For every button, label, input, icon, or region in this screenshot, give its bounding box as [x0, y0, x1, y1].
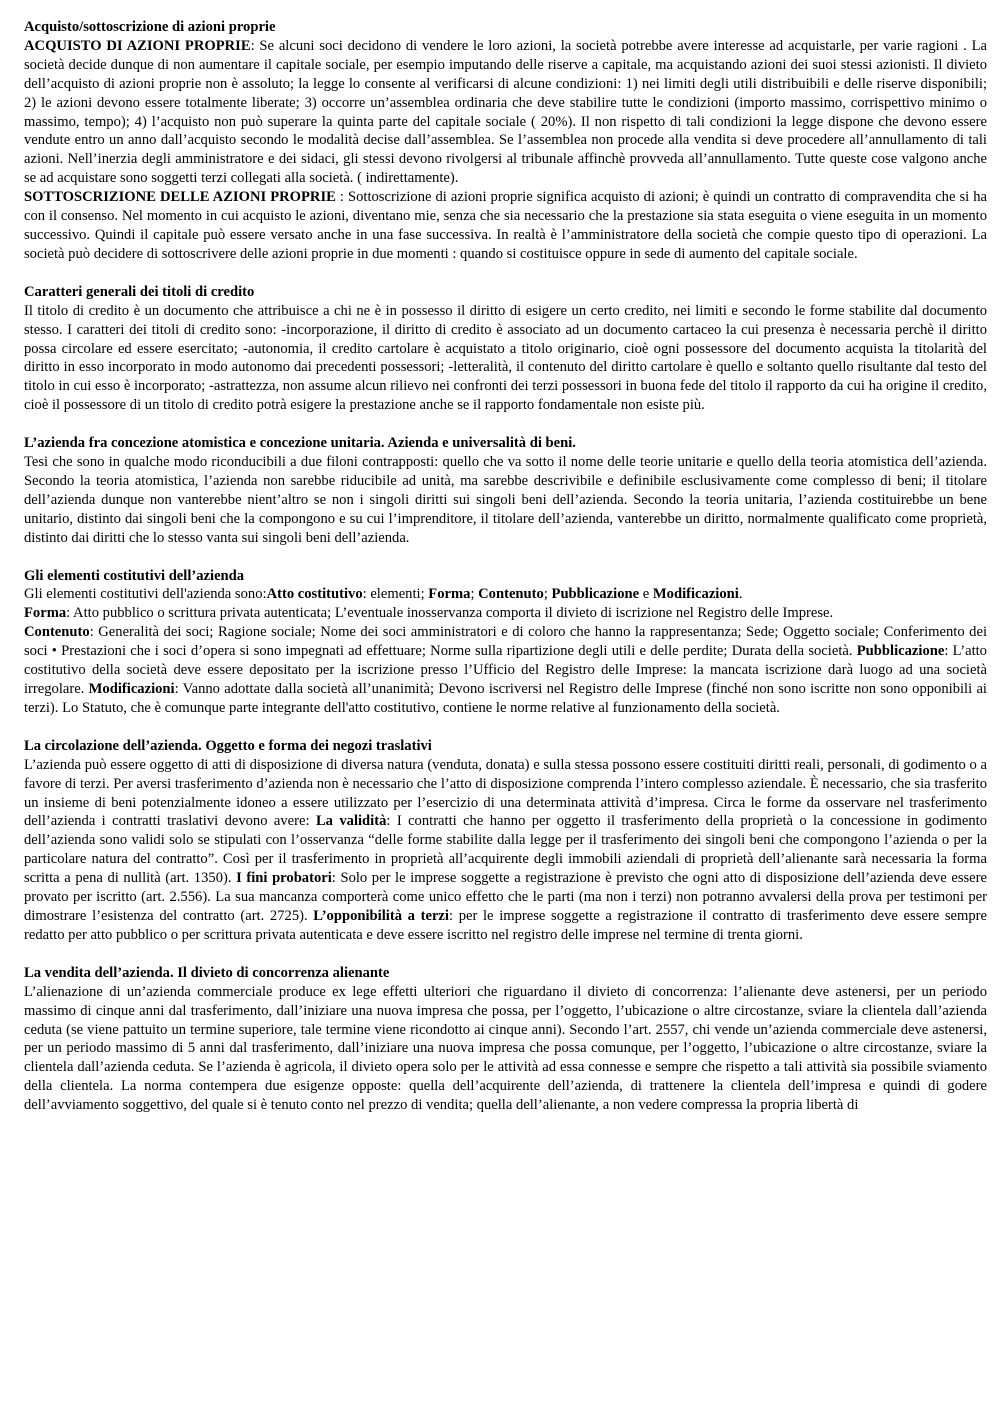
text-run: L’azienda può essere oggetto di atti di disposizione di diversa natura (venduta, donata) e sulla stessa possono essere costituiti diritti reali, personali, di godimento o a favore di terzi. Per aversi trasferimento d’azienda non è necessario che l’atto di disposizione comprenda l’intero complesso aziendale. È necessario, che sia trasferito un insieme di beni potenzialmente idoneo a essere utilizzato per l’esercizio di una determinata attività d’impresa. Circa le forme da osservare nel trasferimento dell’azienda i contratti traslativi devono avere: [24, 756, 987, 830]
bold-term: SOTTOSCRIZIONE DELLE AZIONI PROPRIE [24, 189, 336, 206]
bold-term: La validità [315, 813, 387, 830]
section [24, 434, 987, 547]
section [24, 283, 987, 415]
bold-term: Forma [428, 586, 471, 603]
section [24, 964, 987, 1115]
section-heading: La vendita dell’azienda. Il divieto di concorrenza alienante [24, 964, 390, 981]
section-heading: La circolazione dell’azienda. Oggetto e forma dei negozi traslativi [24, 737, 432, 754]
bold-term: Forma [24, 605, 67, 622]
section-heading: L’azienda fra concezione atomistica e concezione unitaria. Azienda e universalità di beni. [24, 435, 576, 452]
text-run: Tesi che sono in qualche modo riconducibili a due filoni contrapposti: quello che va sotto il nome delle teorie unitarie e quello della teoria atomistica dell’azienda. Secondo la teoria atomistica, l’azienda non sarebbe riducibile ad unità, ma sarebbe descrivibile e definibile esclusivamente come complesso di beni; il titolare dell’azienda dunque non vanterebbe nient’altro se non i singoli diritti sui singoli beni dell’azienda. Secondo la teoria unitaria, l’azienda costituirebbe un bene unitario, distinto dai singoli beni che la compongono e su cui l’imprenditore, il titolare dell’azienda, vanterebbe un diritto, normalmente qualificato come proprietà, distinto dai diritti che lo stesso vanta sui singoli beni dell’azienda. [24, 454, 987, 546]
bold-term: L’opponibilità a terzi [313, 907, 449, 924]
bold-term: I fini probatori [236, 870, 332, 887]
section-heading: Caratteri generali dei titoli di credito [24, 283, 255, 300]
paragraph [24, 188, 987, 264]
paragraph [24, 756, 987, 945]
text-run: . [738, 586, 743, 603]
section [24, 737, 987, 945]
bold-term: Contenuto [24, 624, 90, 641]
text-run: ; [543, 586, 552, 603]
section [24, 567, 987, 718]
bold-term: ACQUISTO DI AZIONI PROPRIE [24, 37, 251, 54]
paragraph [24, 585, 987, 604]
bold-term: Contenuto [478, 586, 544, 603]
text-run: Gli elementi costitutivi dell'azienda sono: [24, 586, 267, 603]
text-run: : Generalità dei soci; Ragione sociale; Nome dei soci amministratori e di coloro che hanno la rappresentanza; Sede; Oggetto sociale; Conferimento dei soci • Prestazioni che i soci d’opera si sono impegnati ad effettuare; Norme sulla ripartizione degli utili e delle perdite; Durata della società. [24, 624, 987, 660]
paragraph [24, 37, 987, 188]
section-heading: Acquisto/sottoscrizione di azioni proprie [24, 19, 276, 35]
paragraph [24, 983, 987, 1115]
paragraph [24, 623, 987, 718]
text-run: : L’atto costitutivo della società deve essere depositato per la iscrizione presso l’Ufficio del Registro delle Imprese: la mancata iscrizione darà luogo ad una società irregolare. [24, 643, 987, 697]
bold-term: Modificazioni [88, 681, 175, 697]
bold-term: Pubblicazione [856, 643, 945, 660]
text-run: : Solo per le imprese soggette a registrazione è previsto che ogni atto di disposizione dell’azienda deve essere provato per iscritto (art. 2.556). La sua mancanza comporterà come unico effetto che le parti (ma non i terzi) non potranno avvalersi della prova per testimoni per dimostrare l’esistenza del contratto (art. 2725). [24, 870, 987, 924]
text-run: e [639, 586, 653, 603]
text-run: : Atto pubblico o scrittura privata autenticata; L’eventuale inosservanza comporta il divieto di iscrizione nel Registro delle Imprese. [66, 605, 834, 622]
bold-term: Modificazioni [652, 586, 739, 603]
text-run: : per le imprese soggette a registrazione il contratto di trasferimento deve essere sempre redatto per atto pubblico o per scrittura privata autenticata e deve essere iscritto nel registro delle imprese nel termine di trenta giorni. [24, 907, 987, 943]
paragraph [24, 453, 987, 548]
paragraph [24, 302, 987, 415]
paragraph [24, 604, 987, 623]
text-run: Il titolo di credito è un documento che attribuisce a chi ne è in possesso il diritto di esigere un certo credito, nei limiti e secondo le forme stabilite dal documento stesso. I caratteri dei titoli di credito sono: -incorporazione, il diritto di credito è associato ad un documento cartaceo la cui presenza è necessaria perchè il diritto possa circolare ed essere esercitato; -autonomia, il credito cartolare è acquistato a titolo originario, cioè ogni possessore del documento acquista la titolarità del diritto in esso incorporato in modo autonomo dai precedenti possessori; -letteralità, il contenuto del diritto cartolare è quello e soltanto quello risultante dal testo del titolo in cui esso è incorporato; -astrattezza, non assume alcun rilievo nei confronti dei terzi possessori in buona fede del titolo il rapporto da cui ha origine il credito, cioè il possessore di un titolo di credito potrà esigere la prestazione anche se il rapporto fondamentale non esiste più. [24, 302, 987, 414]
text-run: : Sottoscrizione di azioni proprie significa acquisto di azioni; è quindi un contratto di compravendita che si ha con il consenso. Nel momento in cui acquisto le azioni, diventano mie, senza che sia necessario che la prestazione sia stata eseguita o viene eseguita in un momento successivo. Quindi il capitale può essere versato anche in una fase successiva. In realtà è l’amministratore della società che compie questo tipo di operazioni. La società può decidere di sottoscrivere delle azioni proprie in due momenti : quando si costituisce oppure in sede di aumento del capitale sociale. [24, 189, 987, 262]
text-run: : I contratti che hanno per oggetto il trasferimento della proprietà o la concessione in godimento dell’azienda sono validi solo se stipulati con l’osservanza “delle forme stabilite dalla legge per il trasferimento dei singoli beni che compongono l’azienda o per la particolare natura del contratto”. Così per il trasferimento in proprietà all’acquirente degli immobili aziendali di proprietà dell’alienante sarà necessaria la forma scritta a pena di nullità (art. 1350). [24, 813, 988, 887]
section-heading: Gli elementi costitutivi dell’azienda [24, 567, 245, 584]
section [24, 18, 987, 264]
text-run: : Vanno adottate dalla società all’unanimità; Devono iscriversi nel Registro delle Imprese (finché non sono iscritte non sono opponibili ai terzi). Lo Statuto, che è comunque parte integrante dell'atto costitutivo, contiene le norme relative al funzionamento della società. [24, 681, 987, 716]
text-run: : Se alcuni soci decidono di vendere le loro azioni, la società potrebbe avere interesse ad acquistarle, per varie ragioni . La società decide dunque di non aumentare il capitale sociale, per esempio imputando delle riserve a capitale, ma acquistando azioni dei suoi stessi azionisti. Il divieto dell’acquisto di azioni proprie non è assoluto; la legge lo consente al verificarsi di alcune condizioni: 1) nei limiti degli utili distribuibili e delle riserve disponibili; 2) le azioni devono essere totalmente liberate; 3) occorre un’assemblea ordinaria che deve stabilire tutte le condizioni (importo massimo, corrispettivo minimo o massimo, tempo); 4) l’acquisto non può superare la quinta parte del capitale sociale ( 20%). Il non rispetto di tali condizioni la legge dispone che devono essere vendute entro un anno dall’acquisto secondo le modalità decise dall’assemblea. Se l’assemblea non procede alla vendita si deve procedere all’annullamento di tali azioni. Nell’inerzia degli amministratore e dei sidaci, gli stessi devono rivolgersi al tribunale affinchè provveda all’annullamento. Tutte queste cose valgono anche se ad acquistare sono soggetti terzi collegati alla società. ( indirettamente). [24, 37, 987, 187]
text-run: L’alienazione di un’azienda commerciale produce ex lege effetti ulteriori che riguardano il divieto di concorrenza: l’alienante deve astenersi, per un periodo massimo di cinque anni dal trasferimento, dall’iniziare una nuova impresa che possa, per l’oggetto, l’ubicazione o altre circostanze, sviare la clientela dall’azienda ceduta (se viene pattuito un termine superiore, tale termine viene ricondotto ai cinque anni). Secondo l’art. 2557, chi vende un’azienda commerciale deve astenersi, per un periodo massimo di 5 anni dal trasferimento, dall’iniziare una nuova impresa che possa comunque, per l’oggetto, l’ubicazione o altre circostanze, sviare la clientela dall’azienda ceduta. Se l’azienda è agricola, il divieto opera solo per le attività ad essa connesse e sempre che rispetto a tali attività sia possibile sviamento della clientela. La norma contempera due esigenze opposte: quella dell’acquirente dell’azienda, di trattenere la clientela dell’impresa e quindi di godere dell’avviamento soggettivo, del quale si è tenuto conto nel prezzo di vendita; quella dell’alienante, a non vedere compressa la propria libertà di [24, 983, 987, 1114]
text-run: ; [470, 586, 479, 603]
text-run: : elementi; [362, 586, 429, 603]
bold-term: Atto costitutivo [266, 586, 363, 603]
bold-term: Pubblicazione [551, 586, 640, 603]
